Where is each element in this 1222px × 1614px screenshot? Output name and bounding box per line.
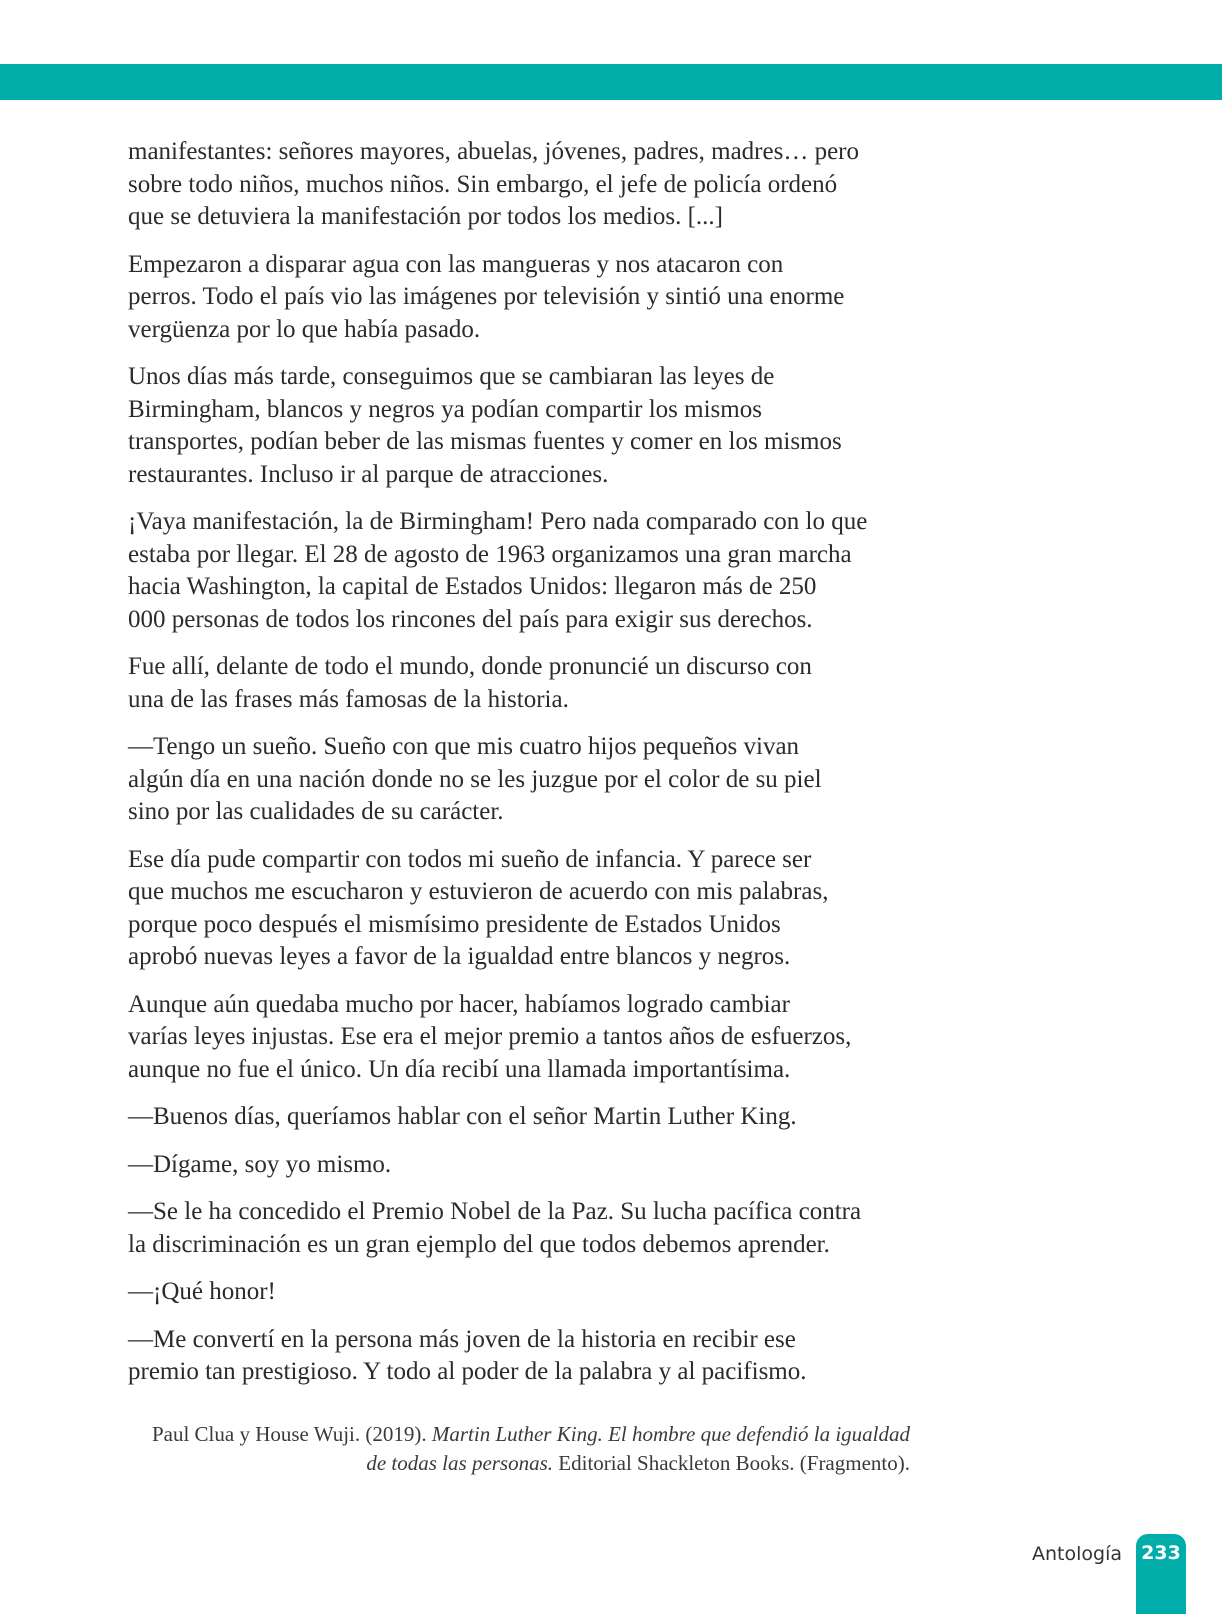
- page-number: 233: [1141, 1542, 1181, 1564]
- text-line: varías leyes injustas. Ese era el mejor premio a tantos años de esfuerzos,: [128, 1023, 852, 1050]
- text-line: una de las frases más famosas de la historia.: [128, 685, 569, 713]
- body-text: [128, 136, 918, 1404]
- text-line: aunque no fue el único. Un día recibí una llamada importantísima.: [128, 1055, 791, 1083]
- paragraph: [128, 1276, 918, 1309]
- text-line: —Se le ha concedido el Premio Nobel de la Paz. Su lucha pacífica contra: [128, 1198, 862, 1225]
- citation-publisher: Editorial Shackleton Books. (Fragmento).: [553, 1451, 910, 1475]
- paragraph: [128, 249, 918, 347]
- paragraph: [128, 1101, 918, 1134]
- text-line: —Dígame, soy yo mismo.: [128, 1150, 392, 1178]
- citation-authors: Paul Clua y House Wuji. (2019).: [151, 1422, 432, 1446]
- top-accent-band: [0, 64, 1222, 100]
- text-line: Ese día pude compartir con todos mi sueño de infancia. Y parece ser: [128, 845, 812, 873]
- text-line: Empezaron a disparar agua con las mangueras y nos atacaron con: [128, 250, 784, 278]
- text-line: vergüenza por lo que había pasado.: [128, 315, 481, 343]
- text-line: transportes, podían beber de las mismas fuentes y comer en los mismos: [128, 428, 842, 455]
- paragraph: [128, 1149, 918, 1182]
- text-line: que se detuviera la manifestación por todos los medios. [...]: [128, 203, 723, 230]
- text-line: premio tan prestigioso. Y todo al poder de la palabra y al pacifismo.: [128, 1358, 807, 1385]
- text-line: —¡Qué honor!: [128, 1278, 276, 1305]
- text-line: perros. Todo el país vio las imágenes por televisión y sintió una enorme: [128, 283, 845, 310]
- citation: [128, 1420, 910, 1478]
- text-line: —Tengo un sueño. Sueño con que mis cuatro hijos pequeños vivan: [128, 733, 800, 760]
- text-line: la discriminación es un gran ejemplo del que todos debemos aprender.: [128, 1230, 830, 1258]
- citation-line-1: [128, 1420, 910, 1449]
- text-line: aprobó nuevas leyes a favor de la igualdad entre blancos y negros.: [128, 943, 791, 970]
- text-line: ¡Vaya manifestación, la de Birmingham! Pero nada comparado con lo que: [128, 508, 868, 535]
- text-line: Aunque aún quedaba mucho por hacer, habíamos logrado cambiar: [128, 990, 790, 1018]
- paragraph: [128, 731, 918, 829]
- text-line: estaba por llegar. El 28 de agosto de 1963 organizamos una gran marcha: [128, 540, 852, 568]
- text-line: —Buenos días, queríamos hablar con el señor Martin Luther King.: [128, 1103, 797, 1130]
- text-line: restaurantes. Incluso ir al parque de atracciones.: [128, 460, 609, 488]
- text-line: hacia Washington, la capital de Estados Unidos: llegaron más de 250: [128, 573, 817, 600]
- page-number-tab: [1136, 1534, 1186, 1614]
- paragraph: [128, 1324, 918, 1389]
- paragraph: [128, 989, 918, 1087]
- citation-title-part-1: Martin Luther King. El hombre que defendió la igualdad: [431, 1422, 910, 1446]
- text-line: algún día en una nación donde no se les juzgue por el color de su piel: [128, 765, 822, 793]
- section-label: Antología: [1032, 1543, 1122, 1565]
- text-line: Birmingham, blancos y negros ya podían compartir los mismos: [128, 395, 762, 423]
- paragraph: [128, 136, 918, 234]
- paragraph: [128, 651, 918, 716]
- citation-line-2: [128, 1449, 910, 1478]
- text-line: sino por las cualidades de su carácter.: [128, 798, 504, 825]
- text-line: Unos días más tarde, conseguimos que se cambiaran las leyes de: [128, 363, 775, 390]
- text-line: Fue allí, delante de todo el mundo, donde pronuncié un discurso con: [128, 653, 812, 680]
- paragraph: [128, 844, 918, 974]
- text-line: 000 personas de todos los rincones del país para exigir sus derechos.: [128, 605, 813, 633]
- text-line: que muchos me escucharon y estuvieron de acuerdo con mis palabras,: [128, 878, 829, 905]
- citation-title-part-2: de todas las personas.: [366, 1451, 554, 1475]
- text-line: porque poco después el mismísimo presidente de Estados Unidos: [128, 910, 781, 938]
- text-line: —Me convertí en la persona más joven de la historia en recibir ese: [128, 1325, 796, 1353]
- paragraph: [128, 1196, 918, 1261]
- paragraph: [128, 361, 918, 491]
- paragraph: [128, 506, 918, 636]
- text-line: manifestantes: señores mayores, abuelas, jóvenes, padres, madres… pero: [128, 138, 860, 165]
- text-line: sobre todo niños, muchos niños. Sin embargo, el jefe de policía ordenó: [128, 170, 838, 198]
